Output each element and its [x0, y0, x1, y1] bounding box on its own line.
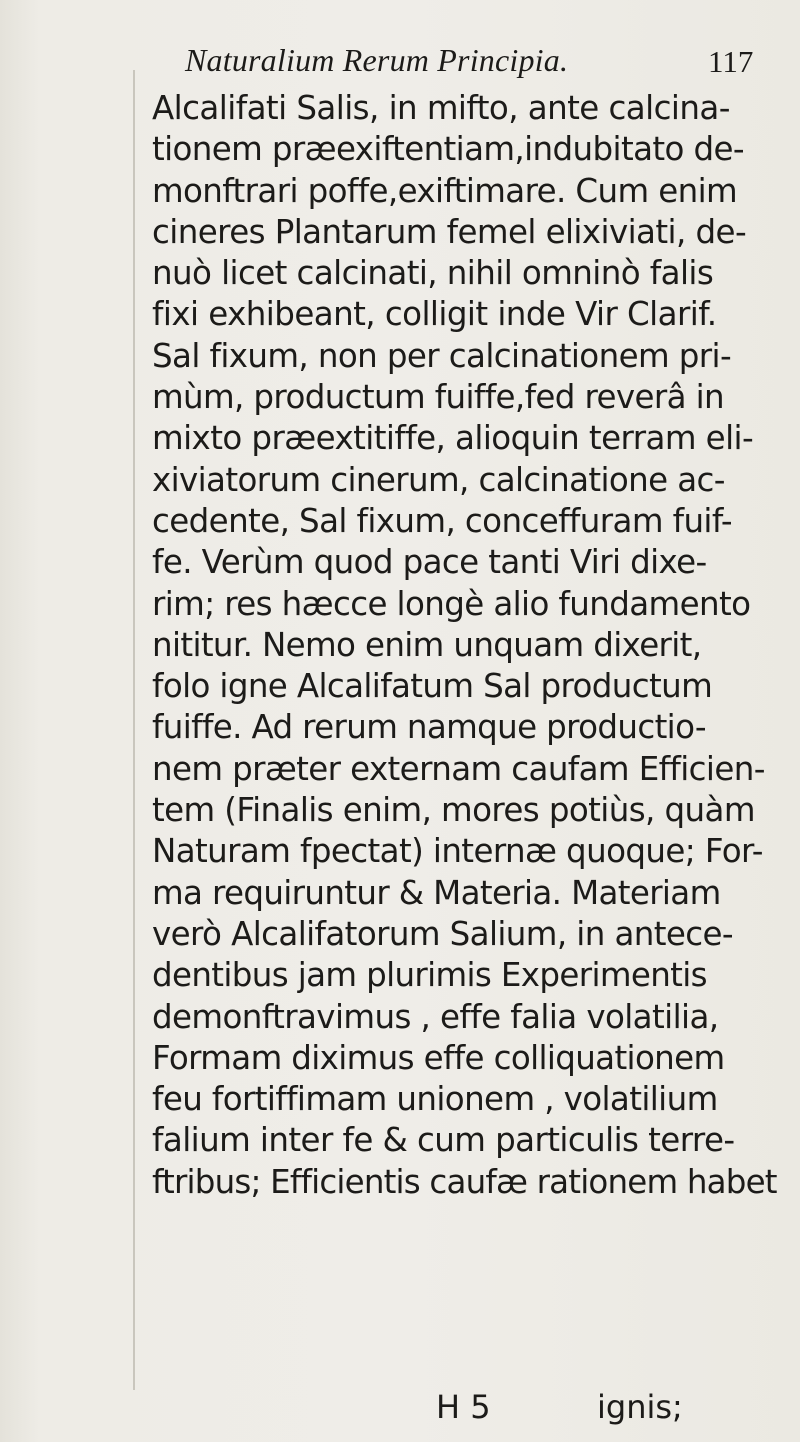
catchword: ignis; [597, 1388, 683, 1426]
text-line: Alcalifati Salis, in mifto, ante calcina- [152, 89, 730, 127]
page-number: 117 [708, 44, 754, 79]
text-line: tionem præexiftentiam,indubitato de- [152, 130, 744, 169]
text-line: tem (Finalis enim, mores potiùs, quàm [152, 791, 755, 830]
text-line: feu fortiffimam unionem , volatilium [152, 1080, 718, 1119]
text-line: fixi exhibeant, colligit inde Vir Clarif. [152, 295, 717, 334]
text-line: nuò licet calcinati, nihil omninò falis [152, 254, 714, 293]
text-line: nem præter externam caufam Efficien- [152, 749, 765, 788]
text-line: Sal fixum, non per calcinationem pri- [152, 336, 732, 375]
signature-mark: H 5 [436, 1388, 491, 1426]
text-line: cineres Plantarum femel elixiviati, de- [152, 212, 747, 251]
text-line: ma requiruntur & Materia. Materiam [152, 873, 721, 912]
text-line: xiviatorum cinerum, calcinatione ac- [152, 460, 725, 499]
text-line: monftrari poffe,exiftimare. Cum enim [152, 171, 738, 210]
body-text [152, 88, 792, 1203]
text-line: Formam diximus effe colliquationem [152, 1038, 725, 1077]
running-title: Naturalium Rerum Principia. [185, 42, 569, 78]
text-line: mùm, productum fuiffe,fed reverâ in [152, 378, 724, 417]
page-footer [0, 1388, 800, 1428]
text-line: verò Alcalifatorum Salium, in antece- [152, 914, 734, 953]
text-line: Naturam fpectat) internæ quoque; For- [152, 832, 763, 871]
text-line: fe. Verùm quod pace tanti Viri dixe- [152, 543, 707, 582]
text-line: nititur. Nemo enim unquam dixerit, [152, 625, 702, 664]
text-line: demonftravimus , effe falia volatilia, [152, 997, 719, 1036]
page-header [0, 42, 800, 86]
text-line: mixto præextitiffe, alioquin terram eli- [152, 419, 754, 458]
text-line: rim; res hæcce longè alio fundamento [152, 584, 751, 623]
text-line: dentibus jam plurimis Experimentis [152, 956, 707, 995]
text-line: folo igne Alcalifatum Sal productum [152, 667, 713, 706]
gutter-shadow [133, 70, 135, 1390]
text-line: ftribus; Efficientis caufæ rationem habet [152, 1162, 777, 1201]
text-line: fuiffe. Ad rerum namque productio- [152, 708, 706, 747]
text-line: falium inter fe & cum particulis terre- [152, 1121, 735, 1160]
text-line: cedente, Sal fixum, conceffuram fuif- [152, 501, 733, 540]
